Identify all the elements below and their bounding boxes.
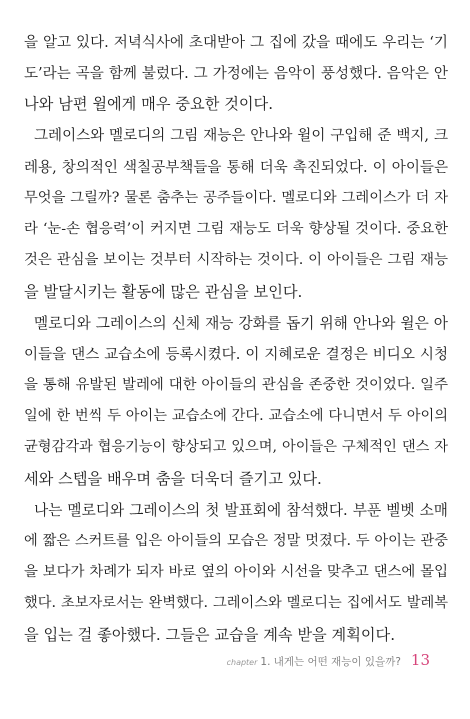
body-text-line: 에 짧은 스커트를 입은 아이들의 모습은 정말 멋졌다. 두 아이는 관중 — [24, 533, 448, 549]
body-text-line: 세와 스텝을 배우며 춤을 더욱더 즐기고 있다. — [24, 469, 322, 488]
page-footer — [227, 650, 430, 669]
body-text-line: 을 보다가 차례가 되자 바로 옆의 아이와 시선을 맞추고 댄스에 몰입 — [24, 564, 448, 581]
body-text-line: 이들을 댄스 교습소에 등록시켰다. 이 지혜로운 결정은 비디오 시청 — [24, 345, 448, 363]
body-text-line: 것은 관심을 보이는 것부터 시작하는 것이다. 이 아이들은 그림 재능 — [24, 252, 448, 269]
body-text-line: 도’라는 곡을 함께 불렀다. 그 가정에는 음악이 풍성했다. 음악은 안 — [24, 65, 448, 83]
body-text-line: 을 발달시키는 활동에 많은 관심을 보인다. — [24, 282, 303, 301]
body-text-line: 했다. 초보자로서는 완벽했다. 그레이스와 멜로디는 집에서도 발레복 — [24, 595, 448, 612]
body-text-line: 균형감각과 협응기능이 향상되고 있으며, 아이들은 구체적인 댄스 자 — [24, 439, 448, 456]
body-text-line: 멜로디와 그레이스의 신체 재능 강화를 돕기 위해 안나와 윌은 아 — [34, 314, 448, 332]
chapter-title: 1. 내게는 어떤 재능이 있을까? — [260, 656, 401, 668]
body-text-line: 무엇을 그릴까? 물론 춤추는 공주들이다. 멜로디와 그레이스가 더 자 — [24, 189, 448, 206]
body-text-line: 일에 한 번씩 두 아이는 교습소에 간다. 교습소에 다니면서 두 아이의 — [24, 408, 448, 425]
body-text-line: 나와 남편 윌에게 매우 중요한 것이다. — [24, 95, 274, 114]
book-page-body — [24, 27, 448, 651]
chapter-label: chapter — [226, 658, 258, 667]
body-text-line: 나는 멜로디와 그레이스의 첫 발표회에 참석했다. 부푼 벨벳 소매 — [34, 501, 448, 519]
page-number: 13 — [410, 651, 430, 669]
body-text-line: 을 입는 걸 좋아했다. 그들은 교습을 계속 받을 계획이다. — [24, 625, 396, 644]
body-text-line: 라 ‘눈-손 협응력’이 커지면 그림 재능도 더욱 향상될 것이다. 중요한 — [24, 221, 448, 238]
body-text-line: 을 통해 유발된 발레에 대한 아이들의 관심을 존중한 것이었다. 일주 — [24, 377, 448, 394]
body-text-line: 그레이스와 멜로디의 그림 재능은 안나와 윌이 구입해 준 백지, 크 — [34, 127, 448, 144]
body-text-line: 을 알고 있다. 저녁식사에 초대받아 그 집에 갔을 때에도 우리는 ‘기 — [24, 34, 448, 51]
body-text-line: 레용, 창의적인 색칠공부책들을 통해 더욱 촉진되었다. 이 아이들은 — [24, 158, 448, 176]
